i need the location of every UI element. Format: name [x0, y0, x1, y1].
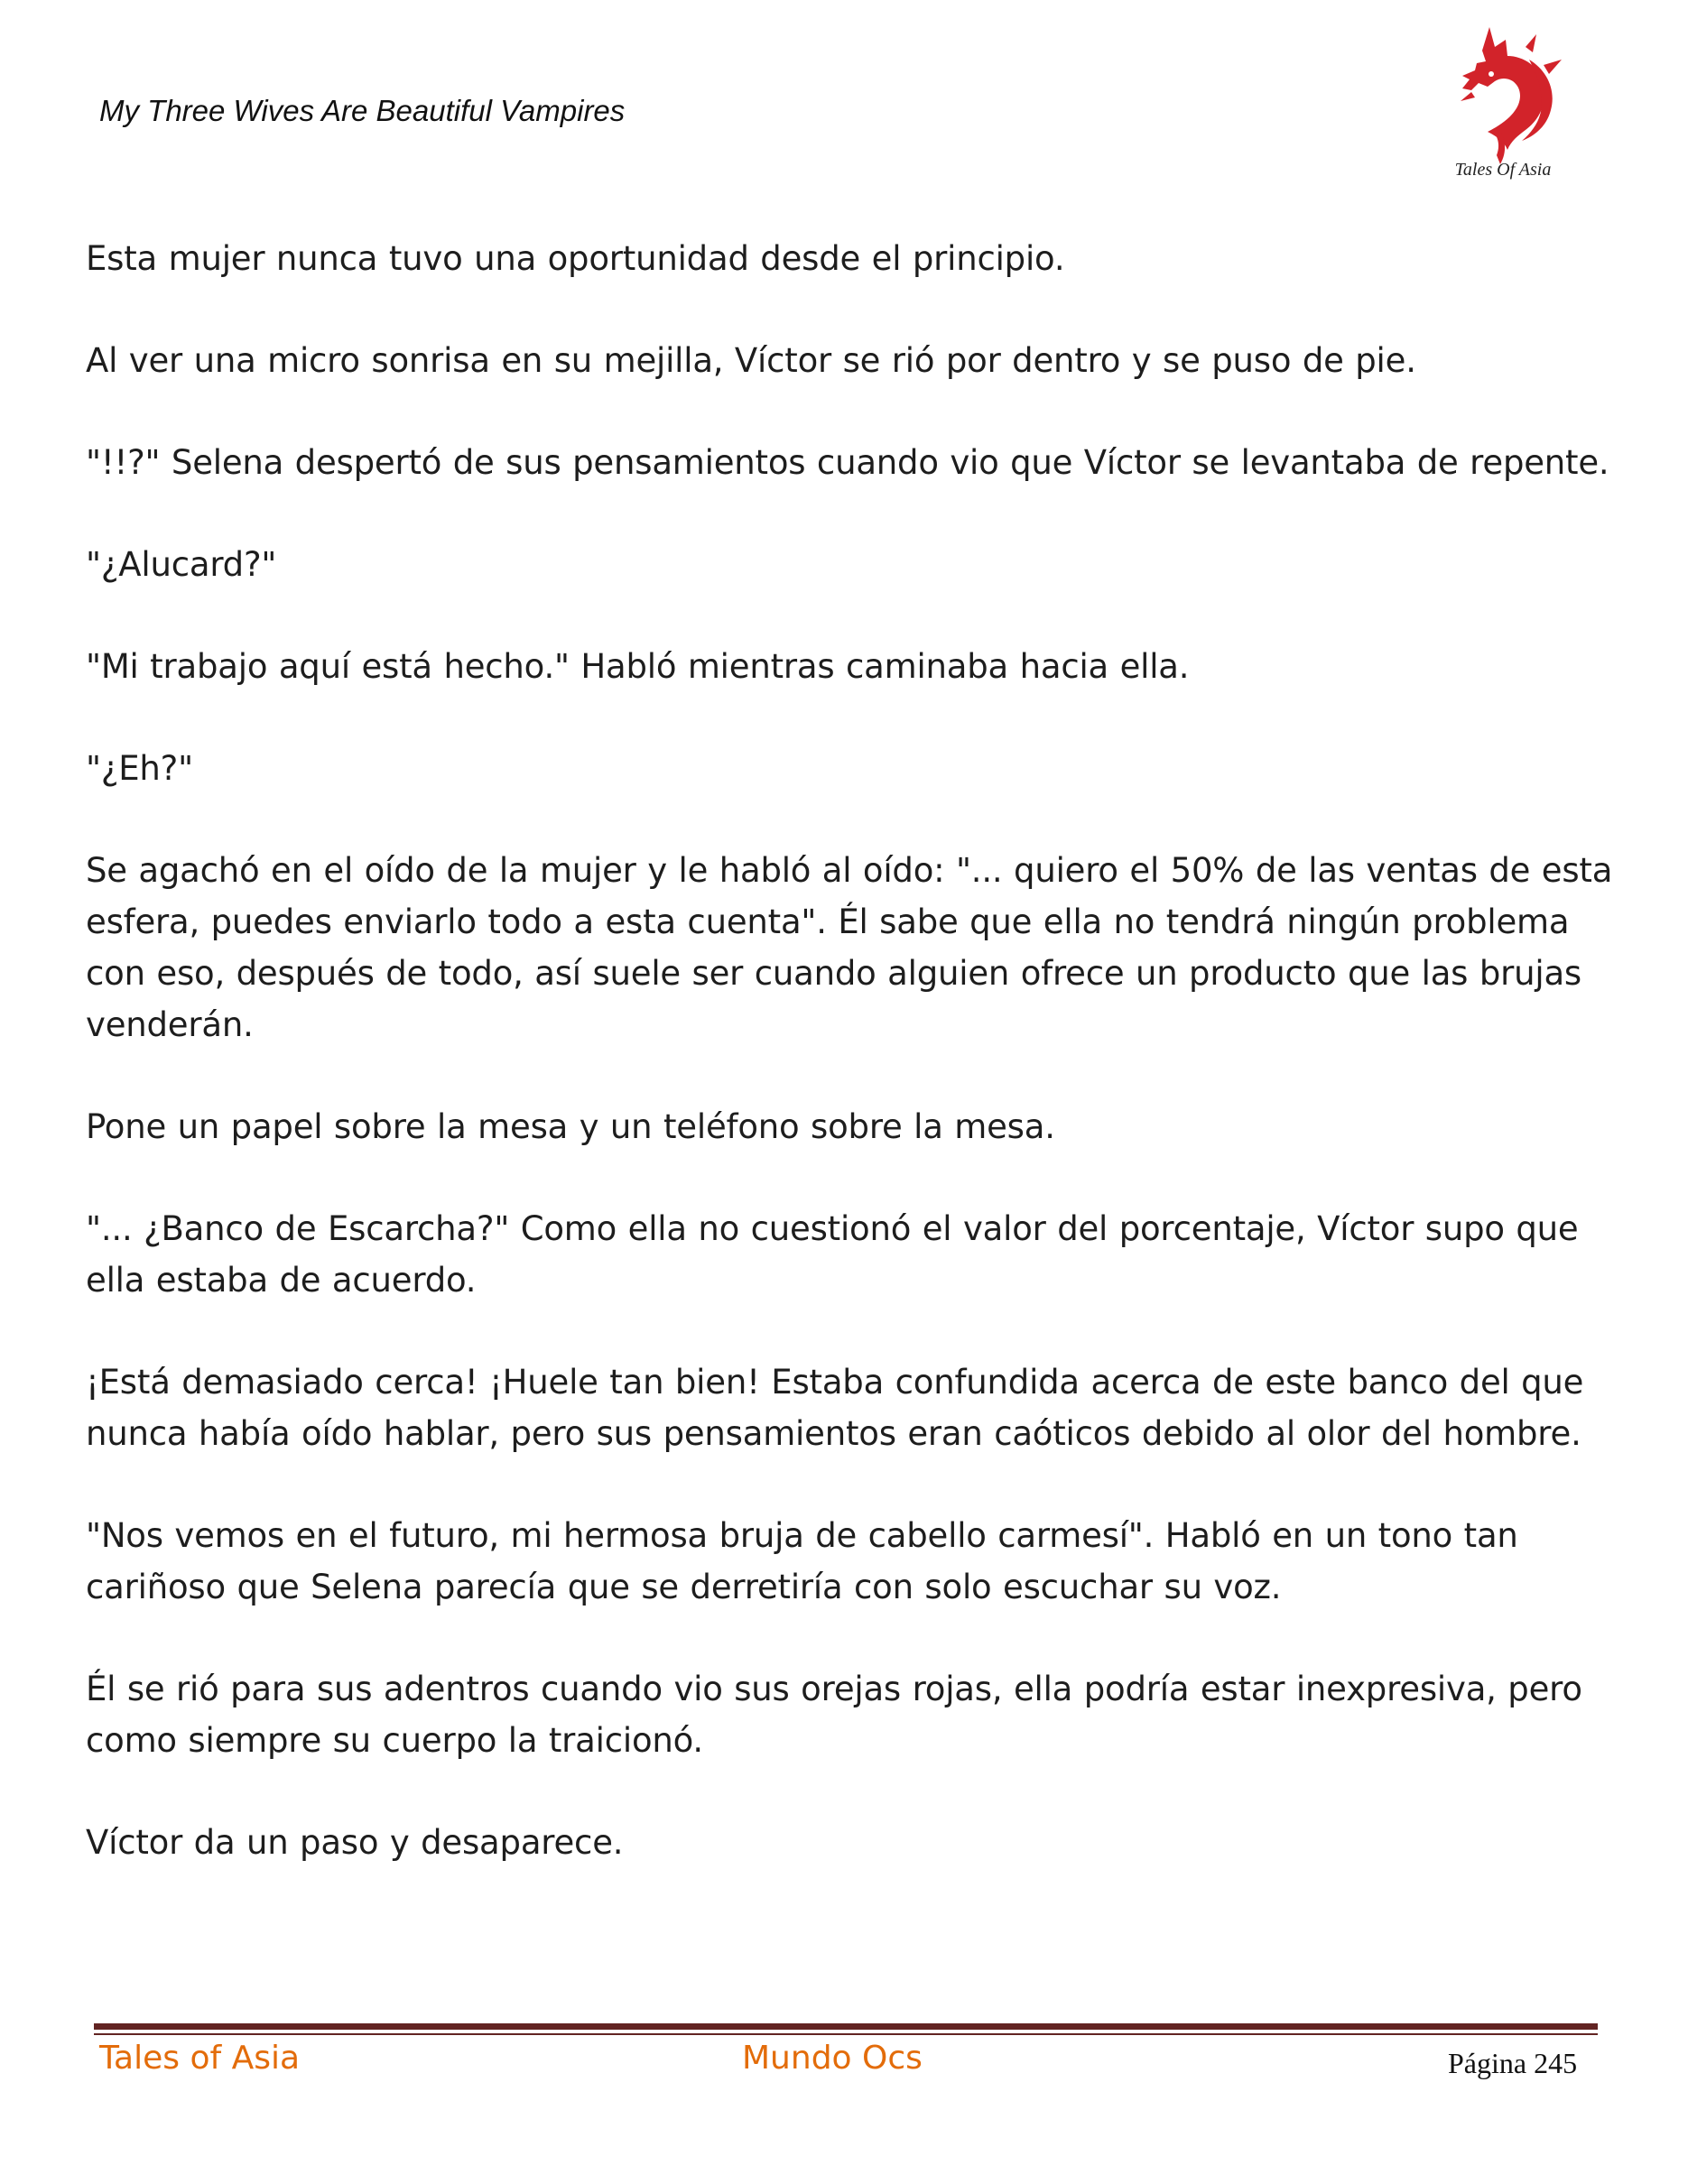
paragraph: Al ver una micro sonrisa en su mejilla, Víctor se rió por dentro y se puso de pie. [86, 341, 1416, 380]
footer-section: Mundo Ocs [742, 2040, 923, 2077]
paragraph: "... ¿Banco de Escarcha?" Como ella no cuestionó el valor del porcentaje, Víctor supo que ella estaba de acuerdo. [86, 1209, 1579, 1300]
paragraph: Esta mujer nunca tuvo una oportunidad desde el principio. [86, 239, 1065, 278]
paragraph: "¿Eh?" [86, 749, 193, 788]
paragraph: "Nos vemos en el futuro, mi hermosa bruja de cabello carmesí". Habló en un tono tan cariñoso que Selena parecía que se derretiría con solo escuchar su voz. [86, 1516, 1518, 1606]
footer-rule-thin [94, 2033, 1598, 2035]
paragraph: Víctor da un paso y desaparece. [86, 1823, 624, 1862]
dragon-logo-icon [1435, 20, 1571, 182]
logo-wordmark: Tales Of Asia [1454, 160, 1552, 180]
page-number: Página 245 [1448, 2047, 1578, 2079]
paragraph: "!!?" Selena despertó de sus pensamientos cuando vio que Víctor se levantaba de repente. [86, 443, 1609, 482]
footer-rule [94, 2023, 1598, 2030]
paragraph: Pone un papel sobre la mesa y un teléfono sobre la mesa. [86, 1107, 1055, 1146]
paragraph: Se agachó en el oído de la mujer y le habló al oído: "... quiero el 50% de las ventas de esta esfera, puedes enviarlo todo a esta cuenta". Él sabe que ella no tendrá ningún problema con eso, después de todo, así suele ser cuando alguien ofrece un producto que las brujas venderán. [86, 851, 1613, 1044]
footer-publisher: Tales of Asia [99, 2040, 301, 2077]
paragraph: "Mi trabajo aquí está hecho." Habló mientras caminaba hacia ella. [86, 647, 1190, 686]
tales-of-asia-logo [1435, 20, 1571, 182]
paragraph: Él se rió para sus adentros cuando vio sus orejas rojas, ella podría estar inexpresiva, pero como siempre su cuerpo la traicionó. [86, 1670, 1582, 1760]
running-header-title: My Three Wives Are Beautiful Vampires [99, 94, 626, 127]
chapter-body [86, 233, 1620, 1919]
paragraph: "¿Alucard?" [86, 545, 277, 584]
paragraph: ¡Está demasiado cerca! ¡Huele tan bien! Estaba confundida acerca de este banco del que nunca había oído hablar, pero sus pensamientos eran caóticos debido al olor del hombre. [86, 1363, 1584, 1453]
